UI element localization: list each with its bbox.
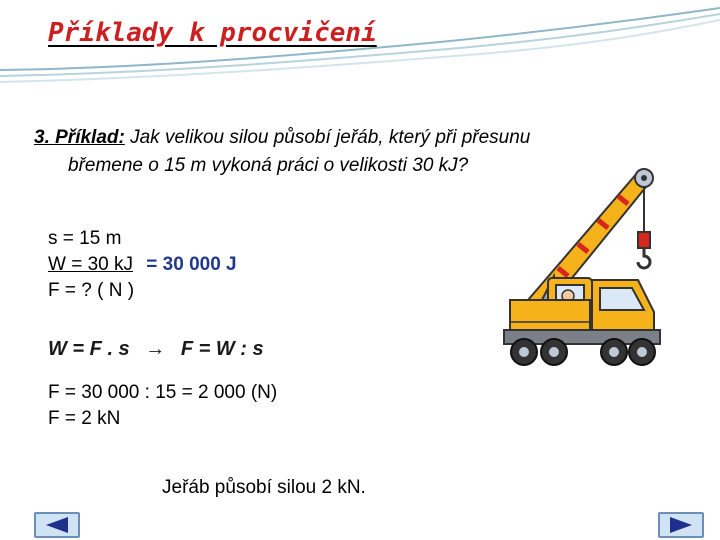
given-work: W = 30 kJ	[48, 254, 133, 275]
given-work-row	[48, 252, 237, 278]
calculation	[48, 380, 277, 432]
crane-illustration	[488, 150, 720, 376]
previous-slide-button[interactable]	[34, 512, 80, 538]
slide-title: Příklady k procvičení	[48, 18, 377, 48]
unknown-force: F = ? ( N )	[48, 280, 135, 301]
problem-text-2: břemene o 15 m vykoná práci o velikosti 30 kJ?	[68, 155, 469, 176]
problem-line-1	[34, 124, 530, 152]
next-slide-button[interactable]	[658, 512, 704, 538]
given-values	[48, 226, 237, 304]
triangle-right-icon	[668, 516, 694, 534]
formula-force: F = W : s	[180, 338, 264, 360]
arrow-icon: →	[145, 338, 166, 360]
calculation-line-1: F = 30 000 : 15 = 2 000 (N)	[48, 382, 278, 403]
given-distance: s = 15 m	[48, 228, 122, 249]
triangle-left-icon	[44, 516, 70, 534]
calculation-line-2: F = 2 kN	[48, 408, 121, 429]
given-work-converted: = 30 000 J	[146, 254, 237, 275]
problem-label: 3. Příklad:	[34, 127, 125, 148]
answer-text: Jeřáb působí silou 2 kN.	[162, 477, 366, 498]
formula-work: W = F . s	[48, 338, 130, 360]
problem-text-1: Jak velikou silou působí jeřáb, který při přesunu	[130, 127, 531, 148]
formula	[48, 338, 264, 361]
problem-statement	[34, 124, 530, 180]
